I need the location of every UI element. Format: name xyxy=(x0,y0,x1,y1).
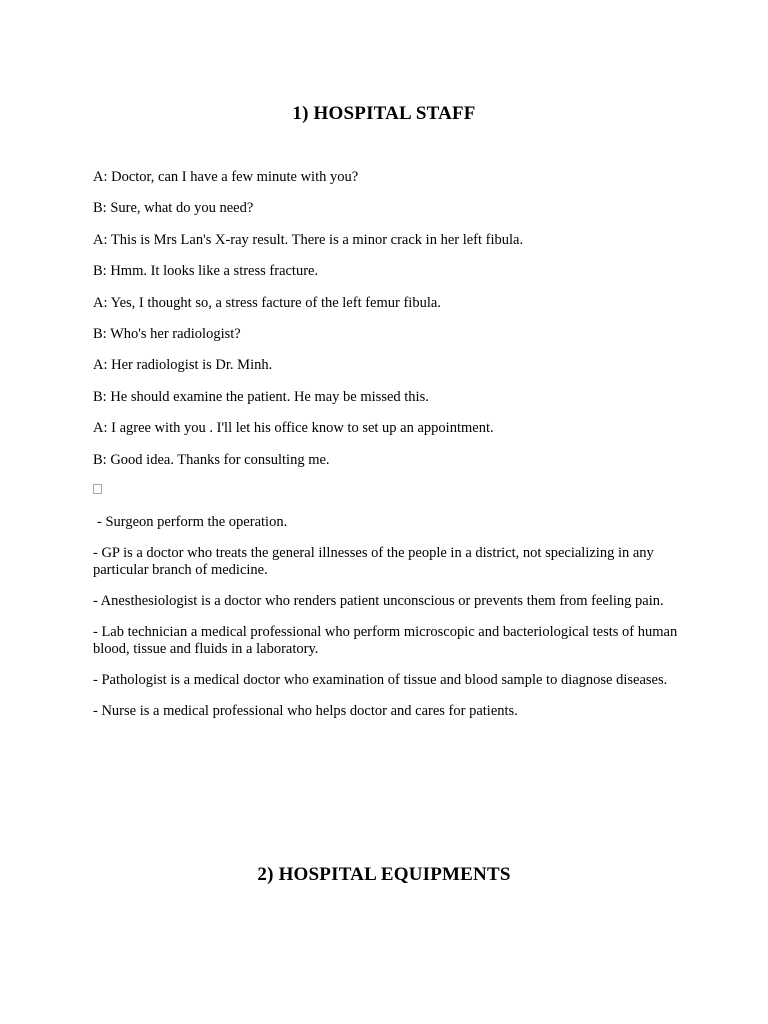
dialogue-block xyxy=(93,169,693,483)
definition-item: - Nurse is a medical professional who helps doctor and cares for patients. xyxy=(93,703,518,719)
definition-item: - Surgeon perform the operation. xyxy=(97,514,288,530)
section-2-title: 2) HOSPITAL EQUIPMENTS xyxy=(257,864,511,885)
definition-item: - Pathologist is a medical doctor who examination of tissue and blood sample to diagnose diseases. xyxy=(93,672,668,688)
dialogue-line: B: Good idea. Thanks for consulting me. xyxy=(93,451,330,468)
dialogue-line: A: I agree with you . I'll let his office know to set up an appointment. xyxy=(93,420,494,437)
dialogue-line: A: This is Mrs Lan's X-ray result. There is a minor crack in her left fibula. xyxy=(93,231,524,248)
dialogue-line: A: Yes, I thought so, a stress facture of the left femur fibula. xyxy=(93,294,441,311)
dialogue-line: A: Her radiologist is Dr. Minh. xyxy=(93,357,273,374)
dialogue-line: A: Doctor, can I have a few minute with you? xyxy=(93,169,359,185)
missing-glyph-box xyxy=(93,484,102,494)
definition-item: - Lab technician a medical professional who perform microscopic and bacteriological tests of human blood, tissue and fluids in a laboratory. xyxy=(93,624,678,657)
dialogue-line: B: Who's her radiologist? xyxy=(93,325,241,342)
section-1-title: 1) HOSPITAL STAFF xyxy=(292,103,476,124)
definition-item: - Anesthesiologist is a doctor who renders patient unconscious or prevents them from feeling pain. xyxy=(93,593,664,609)
dialogue-line: B: He should examine the patient. He may be missed this. xyxy=(93,388,429,405)
definition-item: - GP is a doctor who treats the general illnesses of the people in a district, not specializing in any particular branch of medicine. xyxy=(93,545,654,578)
dialogue-line: B: Sure, what do you need? xyxy=(93,200,254,217)
dialogue-line: B: Hmm. It looks like a stress fracture. xyxy=(93,263,319,280)
definitions-list xyxy=(93,514,683,734)
